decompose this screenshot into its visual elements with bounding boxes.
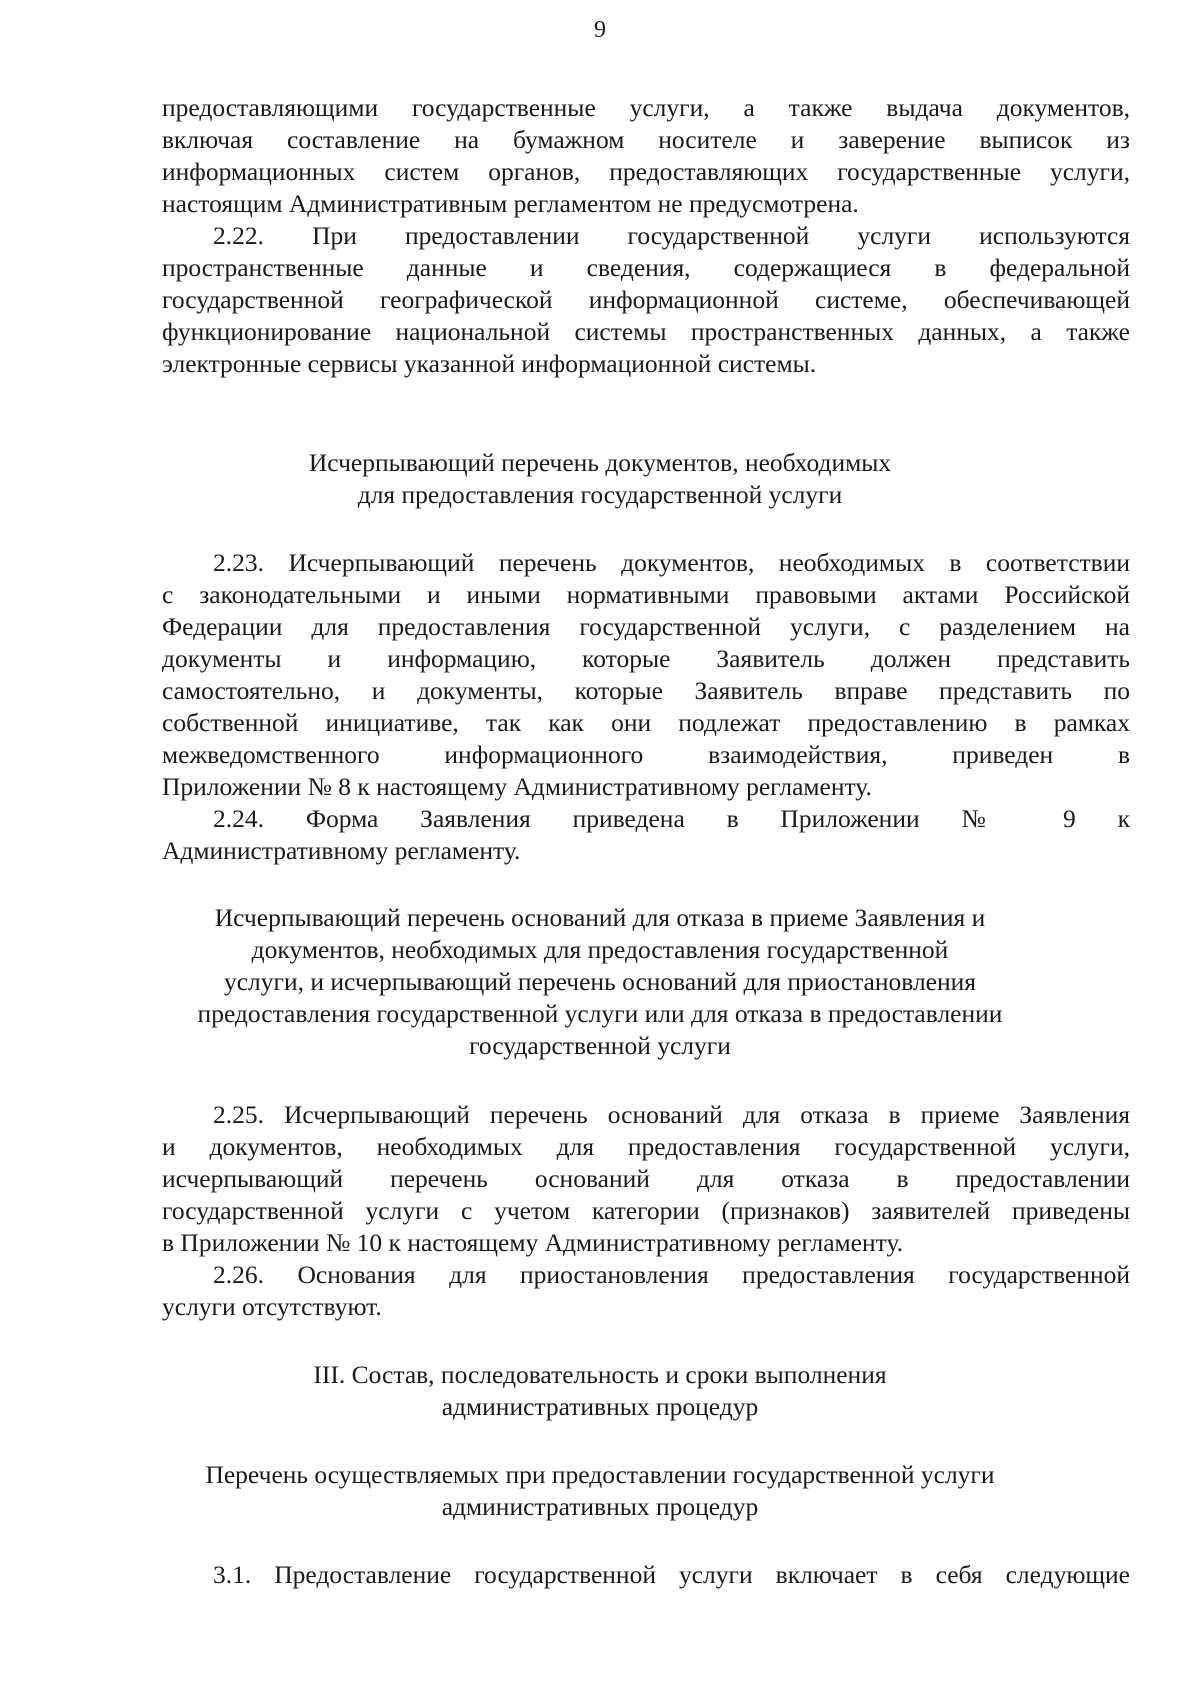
paragraph-line: собственной инициативе, так как они подлежат предоставлению в рамках bbox=[162, 708, 1130, 737]
paragraph-line: самостоятельно, и документы, которые Заявитель вправе представить по bbox=[162, 676, 1130, 705]
paragraph-line: 2.26. Основания для приостановления предоставления государственной bbox=[213, 1260, 1130, 1289]
paragraph-line: исчерпывающий перечень оснований для отказа в предоставлении bbox=[162, 1164, 1130, 1193]
paragraph-line: с законодательными и иными нормативными правовыми актами Российской bbox=[162, 580, 1130, 609]
section-heading-line: для предоставления государственной услуги bbox=[357, 480, 843, 509]
section-heading-line: предоставления государственной услуги или для отказа в предоставлении bbox=[197, 999, 1003, 1028]
paragraph-line: Федерации для предоставления государственной услуги, с разделением на bbox=[162, 612, 1130, 641]
section-heading-line: услуги, и исчерпывающий перечень оснований для приостановления bbox=[223, 967, 977, 996]
section-heading-line: Исчерпывающий перечень оснований для отказа в приеме Заявления и bbox=[214, 903, 986, 932]
paragraph-line: документы и информацию, которые Заявитель должен представить bbox=[162, 644, 1130, 673]
paragraph-line: 3.1. Предоставление государственной услуги включает в себя следующие bbox=[213, 1560, 1130, 1589]
section-heading-line: Исчерпывающий перечень документов, необходимых bbox=[308, 448, 892, 477]
paragraph-line: функционирование национальной системы пространственных данных, а также bbox=[162, 317, 1130, 346]
paragraph-line: 2.25. Исчерпывающий перечень оснований для отказа в приеме Заявления bbox=[213, 1100, 1130, 1129]
page-number: 9 bbox=[594, 17, 606, 43]
chapter-heading-line: III. Состав, последовательность и сроки выполнения bbox=[313, 1360, 887, 1389]
paragraph-line: в Приложении № 10 к настоящему Административному регламенту. bbox=[162, 1228, 904, 1257]
paragraph-line: и документов, необходимых для предоставления государственной услуги, bbox=[162, 1132, 1130, 1161]
paragraph-line: Приложении № 8 к настоящему Административному регламенту. bbox=[162, 772, 872, 801]
paragraph-line: предоставляющими государственные услуги, а также выдача документов, bbox=[162, 93, 1130, 122]
paragraph-line: услуги отсутствуют. bbox=[162, 1292, 382, 1321]
section-heading-line: административных процедур bbox=[441, 1492, 759, 1521]
paragraph-line: Административному регламенту. bbox=[162, 836, 521, 865]
section-heading-line: государственной услуги bbox=[469, 1031, 731, 1060]
paragraph-line: межведомственного информационного взаимодействия, приведен в bbox=[162, 740, 1130, 769]
paragraph-line: 2.22. При предоставлении государственной услуги используются bbox=[213, 221, 1130, 250]
chapter-heading-line: административных процедур bbox=[441, 1392, 759, 1421]
paragraph-line: включая составление на бумажном носителе и заверение выписок из bbox=[162, 125, 1130, 154]
paragraph-line: государственной услуги с учетом категории (признаков) заявителей приведены bbox=[162, 1196, 1130, 1225]
section-heading-line: документов, необходимых для предоставления государственной bbox=[251, 935, 949, 964]
paragraph-line: пространственные данные и сведения, содержащиеся в федеральной bbox=[162, 253, 1130, 282]
paragraph-line: электронные сервисы указанной информационной системы. bbox=[162, 349, 817, 378]
paragraph-line: 2.24. Форма Заявления приведена в Приложении № 9 к bbox=[213, 804, 1130, 833]
paragraph-line: информационных систем органов, предоставляющих государственные услуги, bbox=[162, 157, 1130, 186]
paragraph-line: 2.23. Исчерпывающий перечень документов, необходимых в соответствии bbox=[213, 548, 1130, 577]
section-heading-line: Перечень осуществляемых при предоставлении государственной услуги bbox=[205, 1460, 995, 1489]
paragraph-line: государственной географической информационной системе, обеспечивающей bbox=[162, 285, 1130, 314]
paragraph-line: настоящим Административным регламентом не предусмотрена. bbox=[162, 189, 859, 218]
